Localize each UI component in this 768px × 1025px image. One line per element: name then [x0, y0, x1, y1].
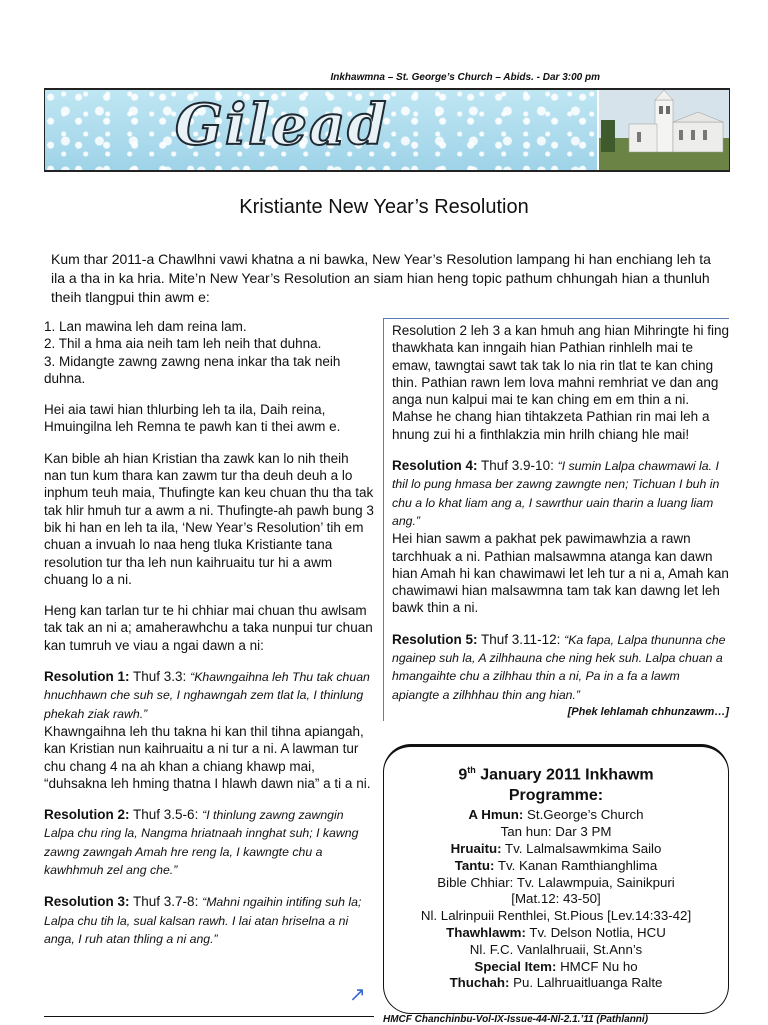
row-value: Tan hun: Dar 3 PM	[500, 824, 612, 840]
resolution-5	[392, 631, 729, 721]
list-item: 1. Lan mawina leh dam reina lam.	[44, 319, 247, 334]
resolution-topics-list	[44, 318, 374, 387]
right-column	[383, 318, 729, 721]
scripture-quote: “Mahni ngaihin intifing suh la; Lalpa chu tih la, sual kalsan rawh. I lai atan hriselna a ni anga, I ruh atan thling a ni ang.”	[44, 895, 362, 946]
scripture-ref: Thuf 3.3:	[133, 669, 187, 685]
left-column	[44, 318, 374, 962]
resolution-text: Khawngaihna leh thu takna hi kan thil tihna apiangah, kan Kristian nun kaihruaitu a ni tur a ni. A lawman tur chu chang 4 na ah khan a chiang khawp mai, “duhsakna leh hming thatna I hlawh dawn nia” a ti a ni.	[44, 723, 371, 791]
scripture-quote: “Khawngaihna leh Thu tak chuan hnuchhawn che suh se, I nghawngah zem tlat la, I thinlung phekah ziak rawh.”	[44, 670, 370, 721]
date-rest: January 2011 Inkhawm	[475, 766, 654, 784]
row-value: Tv. Kanan Ramthianghlima	[494, 857, 658, 873]
programme-row	[384, 908, 728, 925]
programme-row	[384, 858, 728, 875]
programme-row	[384, 807, 728, 824]
row-value: Tv. Delson Notlia, HCU	[525, 924, 666, 940]
row-value: Nl. Lalrinpuii Renthlei, St.Pious [Lev.14:33-42]	[420, 908, 692, 924]
body-paragraph: Heng kan tarlan tur te hi chhiar mai chuan thu awlsam tak tak an ni a; amaherawhchu a taka nunpui tur chuan kan tumruh ve viau a ngai dawn a ni:	[44, 603, 373, 653]
row-label: Hruaitu:	[450, 840, 502, 856]
row-value: [Mat.12: 43-50]	[511, 891, 601, 907]
programme-row	[384, 942, 728, 959]
row-value: Nl. F.C. Vanlalhruaii, St.Ann’s	[469, 941, 643, 957]
scripture-ref: Thuf 3.9-10:	[481, 458, 554, 474]
programme-date	[384, 761, 728, 784]
intro-paragraph: Kum thar 2011-a Chawlhni vawi khatna a ni bawka, New Year’s Resolution lampang hi han enchiang leh ta ila a tha in ka hria. Mite’n New Year’s Resolution an siam hian heng topic pathum chhungah hian a thunluh theih tlangpui thin awm e:	[51, 251, 711, 305]
newsletter-logo: Gilead	[175, 92, 389, 158]
programme-row	[384, 824, 728, 841]
scripture-ref: Thuf 3.5-6:	[133, 807, 199, 823]
body-paragraph: Kan bible ah hian Kristian tha zawk kan lo nih theih nan tun kum thara kan zawm tur tha deuh deuh a lo inphum teuh maia, Thufingte kan keu chuan thu tha tak tak hlir hmuh tur a awm a ni. Thufingte-ah pawh bung 3 bik hi han en leh ta ila, ‘New Year’s Resolution’ tih em chuan a invuah lo naa heng tluka Kristiante tana resolution tur tha leh nun kaihruaitu tur hi a awm chuang lo a ni.	[44, 450, 374, 587]
row-value: Bible Chhiar: Tv. Lalawmpuia, Sainikpuri	[437, 874, 675, 890]
resolution-label: Resolution 1:	[44, 669, 130, 685]
list-item: 3. Midangte zawng zawng nena inkar tha tak neih duhna.	[44, 353, 341, 386]
resolution-label: Resolution 4:	[392, 458, 478, 474]
row-label: A Hmun:	[468, 807, 524, 823]
programme-heading: Programme:	[508, 787, 604, 805]
resolution-label: Resolution 3:	[44, 894, 130, 910]
row-label: Thuchah:	[449, 975, 510, 991]
article-title: Kristiante New Year’s Resolution	[239, 196, 529, 218]
scripture-ref: Thuf 3.11-12:	[481, 631, 561, 647]
programme-row	[384, 925, 728, 942]
body-paragraph: Resolution 2 leh 3 a kan hmuh ang hian Mihringte hi fing thawkhata kan inngaih hian Pathian rinhlelh mai te emaw, tawngtai sawt tak tak lo nia rin tlat te kan ching thin. Pathian rawn lem lova mahni remhriat ve dan ang anga nun kalpui mai te kan ching em em thin a ni. Mahse he chang hian tihtakzeta Pathian rin mai leh a hnung zui hi a finthlakzia min hrilh chiang hle mai!	[392, 323, 729, 442]
row-value: St.George’s Church	[523, 807, 644, 823]
programme-row	[384, 975, 728, 992]
list-item: 2. Thil a hma aia neih tam leh neih that duhna.	[44, 336, 322, 352]
scripture-ref: Thuf 3.7-8:	[133, 894, 199, 910]
scripture-quote: “I thinlung zawng zawngin Lalpa chu ring la, Nangma hriatnaah innghat suh; I kawng zawng zawngah Amah hre reng la, I kawngte chu a kawhhmuh zel ang che.”	[44, 808, 359, 878]
row-label: Thawhlawm:	[446, 924, 526, 940]
church-info-line: Inkhawmna – St. George’s Church – Abids. - Dar 3:00 pm	[330, 72, 600, 83]
scripture-quote: “I sumin Lalpa chawmawi la. I thil lo pung hmasa ber zawng zawngte nen; Tichuan I buh in chu a lo khat liam ang a, I sawrthur uain tharin a luang liam ang.”	[392, 459, 720, 528]
row-value: Pu. Lalhruaitluanga Ralte	[509, 975, 663, 991]
arrow-mark-icon: ↗	[349, 984, 366, 1006]
footer-rule	[44, 1016, 374, 1017]
masthead-banner	[44, 88, 730, 172]
footer-issue-line: HMCF Chanchinbu-Vol-IX-Issue-44-Nl-2.1.’11 (Pathlanni)	[383, 1014, 649, 1025]
row-label: Special Item:	[474, 958, 557, 974]
resolution-label: Resolution 2:	[44, 807, 130, 823]
programme-row	[384, 959, 728, 976]
programme-row	[384, 875, 728, 892]
resolution-text: Hei hian sawm a pakhat pek pawimawhzia a rawn tarchhuak a ni. Pathian malsawmna atanga kan dawn hian Amah hi kan chawimawi let leh tur a ni a, Amah kan chawimawi hian malsawmna tam tak kan dawng let leh bawk thin a ni.	[392, 531, 729, 616]
programme-row	[384, 841, 728, 858]
programme-box	[383, 744, 729, 1014]
row-value: Tv. Lalmalsawmkima Sailo	[501, 840, 662, 856]
scripture-quote: “Ka fapa, Lalpa thununna che ngainep suh la, A zilhhauna che ning hek suh. Lalpa chuan a hmangaihte chu a zilhhau thin a ni, Pa in a fa a lawm apiangte a zilhhhau thin ang hian.”	[392, 632, 726, 702]
row-value: HMCF Nu ho	[556, 958, 638, 974]
water-drops-background	[45, 90, 597, 170]
body-paragraph: Hei aia tawi hian thlurbing leh ta ila, Daih reina, Hmuingilna leh Remna te pawh kan ti thei awm e.	[44, 402, 341, 435]
resolution-2	[44, 806, 374, 879]
resolution-label: Resolution 5:	[392, 631, 478, 647]
programme-row	[384, 891, 728, 908]
church-photo	[599, 90, 729, 170]
date-suffix: th	[467, 765, 476, 775]
resolution-1	[44, 668, 374, 792]
row-label: Tantu:	[454, 857, 495, 873]
resolution-4	[392, 457, 729, 617]
date-day: 9	[458, 766, 468, 784]
resolution-3	[44, 893, 374, 948]
continued-note: [Phek lehlamah chhunzawm…]	[567, 705, 729, 718]
